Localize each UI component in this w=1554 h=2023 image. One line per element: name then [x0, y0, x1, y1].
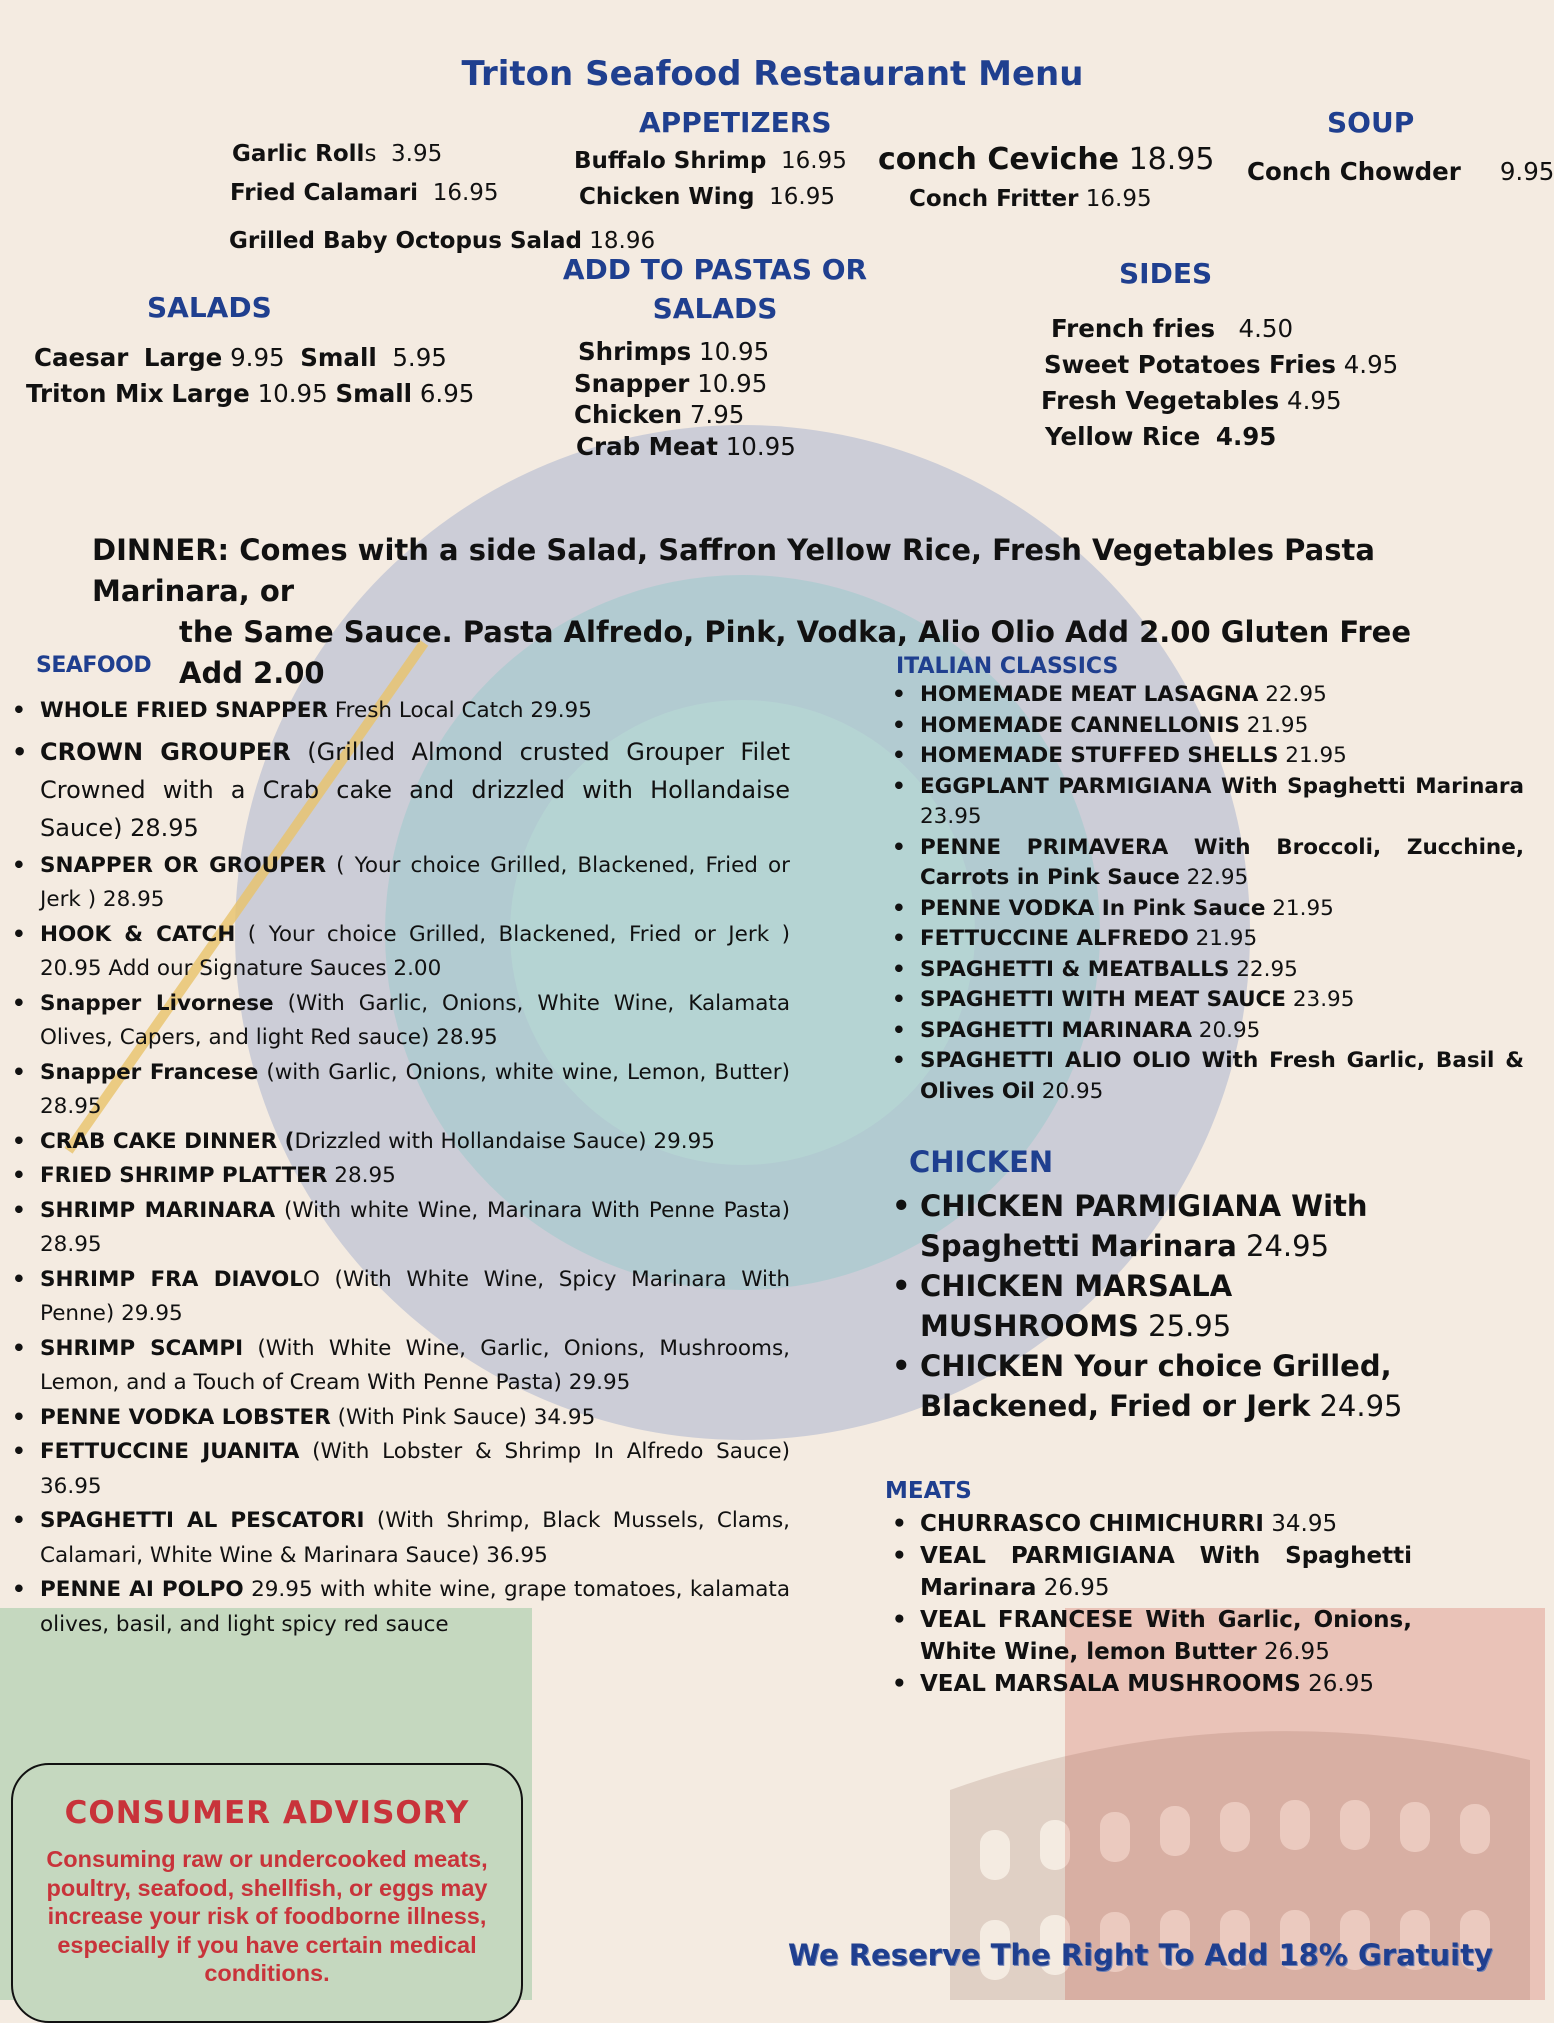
list-item: • VEAL FRANCESE With Garlic, Onions, White Wine, lemon Butter 26.95 — [892, 1604, 1412, 1668]
list-item: • WHOLE FRIED SNAPPER Fresh Local Catch 29.95 — [12, 694, 790, 729]
seafood-list — [12, 694, 790, 1642]
list-item: • SHRIMP MARINARA (With white Wine, Marinara With Penne Pasta) 28.95 — [12, 1194, 790, 1263]
list-item: • CHURRASCO CHIMICHURRI 34.95 — [892, 1508, 1412, 1540]
list-item: • SPAGHETTI & MEATBALLS 22.95 — [892, 955, 1524, 986]
sides-heading: SIDES — [1119, 257, 1213, 290]
side-item: French fries 4.50 — [1051, 314, 1294, 343]
salad-item: Triton Mix Large 10.95 Small 6.95 — [26, 379, 475, 408]
salads-heading: SALADS — [147, 291, 272, 324]
list-item: • SPAGHETTI AL PESCATORI (With Shrimp, Black Mussels, Clams, Calamari, White Wine & Marinara Sauce) 36.95 — [12, 1504, 790, 1573]
add-to-item: Snapper 10.95 — [574, 368, 768, 398]
list-item: • CROWN GROUPER (Grilled Almond crusted Grouper Filet Crowned with a Crab cake and drizzled with Hollandaise Sauce) 28.95 — [12, 733, 790, 847]
meats-list — [892, 1508, 1412, 1700]
list-item: • SHRIMP FRA DIAVOLO (With White Wine, Spicy Marinara With Penne) 29.95 — [12, 1263, 790, 1332]
appetizers-heading: APPETIZERS — [639, 106, 832, 139]
menu-title: Triton Seafood Restaurant Menu — [461, 54, 1084, 94]
list-item: • SNAPPER OR GROUPER ( Your choice Grilled, Blackened, Fried or Jerk ) 28.95 — [12, 849, 790, 918]
add-to-item: Chicken 7.95 — [574, 400, 745, 429]
list-item: • SHRIMP SCAMPI (With White Wine, Garlic, Onions, Mushrooms, Lemon, and a Touch of Cream With Penne Pasta) 29.95 — [12, 1332, 790, 1401]
list-item: • FETTUCCINE JUANITA (With Lobster & Shrimp In Alfredo Sauce) 36.95 — [12, 1435, 790, 1504]
sides-list — [1041, 311, 1398, 455]
list-item: • HOOK & CATCH ( Your choice Grilled, Blackened, Fried or Jerk ) 20.95 Add our Signature Sauces 2.00 — [12, 918, 790, 987]
list-item: • HOMEMADE CANNELLONIS 21.95 — [892, 711, 1524, 742]
list-item: • HOMEMADE STUFFED SHELLS 21.95 — [892, 741, 1524, 772]
appetizer-item: conch Ceviche 18.95 — [878, 142, 1215, 177]
chicken-heading: CHICKEN — [909, 1145, 1054, 1179]
soup-heading: SOUP — [1327, 106, 1415, 139]
chicken-list — [892, 1186, 1432, 1426]
side-item: Yellow Rice 4.95 — [1045, 422, 1277, 451]
add-to-list — [574, 336, 796, 462]
list-item: • CHICKEN MARSALA MUSHROOMS 25.95 — [892, 1266, 1432, 1346]
appetizer-item: Conch Fritter 16.95 — [909, 186, 1152, 212]
list-item: • SPAGHETTI MARINARA 20.95 — [892, 1016, 1524, 1047]
add-to-item: Shrimps 10.95 — [578, 337, 770, 366]
advisory-text: Consuming raw or undercooked meats, poultry, seafood, shellfish, or eggs may increase your risk of foodborne illness, especially if you have certain medical conditions. — [46, 1846, 488, 1986]
advisory-heading: CONSUMER ADVISORY — [64, 1795, 470, 1831]
list-item: • CHICKEN PARMIGIANA With Spaghetti Marinara 24.95 — [892, 1186, 1432, 1266]
side-item: Fresh Vegetables 4.95 — [1041, 386, 1342, 415]
gratuity-note: We Reserve The Right To Add 18% Gratuity — [788, 1938, 1493, 1972]
italian-list — [892, 680, 1524, 1107]
dinner-note: DINNER: Comes with a side Salad, Saffron Yellow Rice, Fresh Vegetables Pasta Marinara, or the Same Sauce. Pasta Alfredo, Pink, Vodka, Alio Olio Add 2.00 Gluten Free Add 2.00 — [92, 533, 1411, 690]
italian-heading: ITALIAN CLASSICS — [896, 654, 1119, 679]
list-item: • PENNE AI POLPO 29.95 with white wine, grape tomatoes, kalamata olives, basil, and light spicy red sauce — [12, 1573, 790, 1642]
list-item: • PENNE VODKA In Pink Sauce 21.95 — [892, 894, 1524, 925]
add-to-pastas-heading: ADD TO PASTAS OR SALADS — [562, 253, 868, 325]
appetizer-item: Chicken Wing 16.95 — [579, 184, 836, 210]
list-item: • SPAGHETTI WITH MEAT SAUCE 23.95 — [892, 985, 1524, 1016]
list-item: • CRAB CAKE DINNER (Drizzled with Hollandaise Sauce) 29.95 — [12, 1125, 790, 1160]
list-item: • SPAGHETTI ALIO OLIO With Fresh Garlic, Basil & Olives Oil 20.95 — [892, 1046, 1524, 1107]
list-item: • FRIED SHRIMP PLATTER 28.95 — [12, 1159, 790, 1194]
list-item: • HOMEMADE MEAT LASAGNA 22.95 — [892, 680, 1524, 711]
appetizer-item: Fried Calamari 16.95 — [230, 180, 499, 206]
list-item: • VEAL PARMIGIANA With Spaghetti Marinara 26.95 — [892, 1540, 1412, 1604]
side-item: Sweet Potatoes Fries 4.95 — [1044, 350, 1399, 379]
appetizer-item: Buffalo Shrimp 16.95 — [574, 148, 847, 174]
appetizer-item: Grilled Baby Octopus Salad 18.96 — [229, 228, 656, 254]
soup-item: Conch Chowder 9.95 — [1247, 157, 1554, 186]
meats-heading: MEATS — [885, 1478, 972, 1504]
list-item: • PENNE PRIMAVERA With Broccoli, Zucchine, Carrots in Pink Sauce 22.95 — [892, 833, 1524, 894]
list-item: • CHICKEN Your choice Grilled, Blackened, Fried or Jerk 24.95 — [892, 1346, 1432, 1426]
appetizer-item: Garlic Rolls 3.95 — [232, 141, 443, 167]
seafood-heading: SEAFOOD — [36, 653, 152, 678]
consumer-advisory-box — [11, 1763, 523, 2023]
list-item: • FETTUCCINE ALFREDO 21.95 — [892, 924, 1524, 955]
list-item: • PENNE VODKA LOBSTER (With Pink Sauce) 34.95 — [12, 1401, 790, 1436]
list-item: • VEAL MARSALA MUSHROOMS 26.95 — [892, 1668, 1412, 1700]
salad-item: Caesar Large 9.95 Small 5.95 — [34, 343, 447, 372]
list-item: • EGGPLANT PARMIGIANA With Spaghetti Marinara 23.95 — [892, 772, 1524, 833]
list-item: • Snapper Francese (with Garlic, Onions, white wine, Lemon, Butter) 28.95 — [12, 1056, 790, 1125]
add-to-item: Crab Meat 10.95 — [576, 431, 796, 461]
list-item: • Snapper Livornese (With Garlic, Onions, White Wine, Kalamata Olives, Capers, and light Red sauce) 28.95 — [12, 987, 790, 1056]
